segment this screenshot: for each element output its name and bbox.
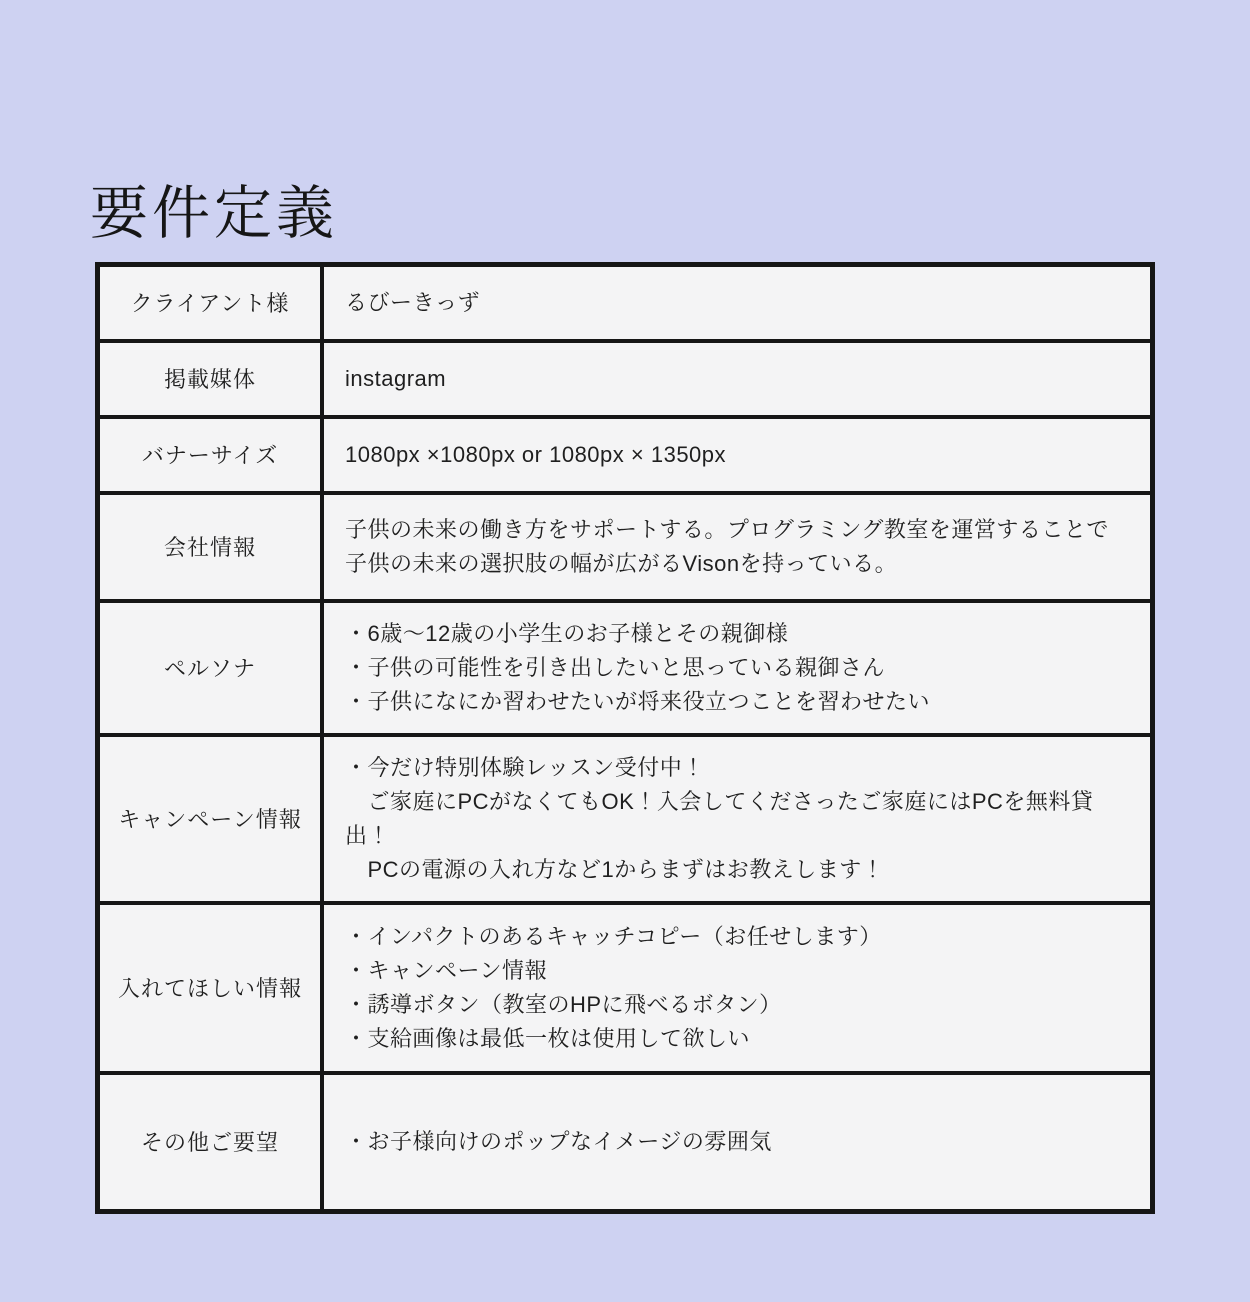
- value-line: るびーきっず: [345, 289, 481, 315]
- value-line: ・インパクトのあるキャッチコピー（お任せします）: [345, 923, 882, 949]
- row-value-cell: [322, 417, 1153, 493]
- row-label: ペルソナ: [163, 656, 256, 681]
- row-value-cell: [322, 341, 1153, 417]
- table-row: [98, 601, 1153, 735]
- table-row: [98, 903, 1153, 1073]
- value-line: ご家庭にPCがなくてもOK！入会してくださったご家庭にはPCを無料貸出！: [345, 788, 1094, 848]
- row-value-cell: [322, 735, 1153, 903]
- row-label-cell: [98, 341, 323, 417]
- value-line: 1080px ×1080px or 1080px × 1350px: [345, 441, 727, 467]
- value-line: ・誘導ボタン（教室のHPに飛べるボタン）: [345, 991, 782, 1017]
- value-line: ・今だけ特別体験レッスン受付中！: [345, 754, 705, 780]
- value-line: 子供の未来の働き方をサポートする。プログラミング教室を運営することで子供の未来の選択肢の幅が広がるVisonを持っている。: [345, 516, 1109, 576]
- value-line: ・子供の可能性を引き出したいと思っている親御さん: [345, 654, 886, 680]
- table-row: [98, 1073, 1153, 1212]
- table-row: [98, 493, 1153, 601]
- table-row: [98, 417, 1153, 493]
- row-label: 掲載媒体: [163, 367, 256, 392]
- row-value-cell: [322, 493, 1153, 601]
- row-label: その他ご要望: [140, 1130, 279, 1156]
- row-value-cell: [322, 903, 1153, 1073]
- value-line: ・6歳〜12歳の小学生のお子様とその親御様: [345, 620, 789, 646]
- requirements-table: [95, 262, 1155, 1214]
- value-line: ・キャンペーン情報: [345, 957, 548, 983]
- table-row: [98, 735, 1153, 903]
- row-label-cell: [98, 601, 323, 735]
- table-row: [98, 265, 1153, 341]
- row-label-cell: [98, 735, 323, 903]
- row-label: 会社情報: [163, 535, 256, 560]
- value-line: PCの電源の入れ方など1からまずはお教えします！: [345, 856, 885, 882]
- value-line: ・お子様向けのポップなイメージの雰囲気: [345, 1128, 772, 1154]
- row-label-cell: [98, 493, 323, 601]
- value-line: ・支給画像は最低一枚は使用して欲しい: [345, 1025, 751, 1051]
- page-title: 要件定義: [90, 180, 339, 246]
- row-label-cell: [98, 265, 323, 341]
- row-label: キャンペーン情報: [118, 807, 302, 832]
- requirements-table-body: [98, 265, 1153, 1212]
- table-row: [98, 341, 1153, 417]
- row-value-cell: [322, 265, 1153, 341]
- value-line: instagram: [345, 365, 447, 391]
- value-line: ・子供になにか習わせたいが将来役立つことを習わせたい: [345, 688, 931, 714]
- row-label: バナーサイズ: [141, 443, 279, 468]
- row-value-cell: [322, 601, 1153, 735]
- row-label-cell: [98, 903, 323, 1073]
- row-value-cell: [322, 1073, 1153, 1212]
- row-label: クライアント様: [130, 291, 290, 317]
- row-label-cell: [98, 1073, 323, 1212]
- row-label: 入れてほしい情報: [117, 976, 302, 1001]
- row-label-cell: [98, 417, 323, 493]
